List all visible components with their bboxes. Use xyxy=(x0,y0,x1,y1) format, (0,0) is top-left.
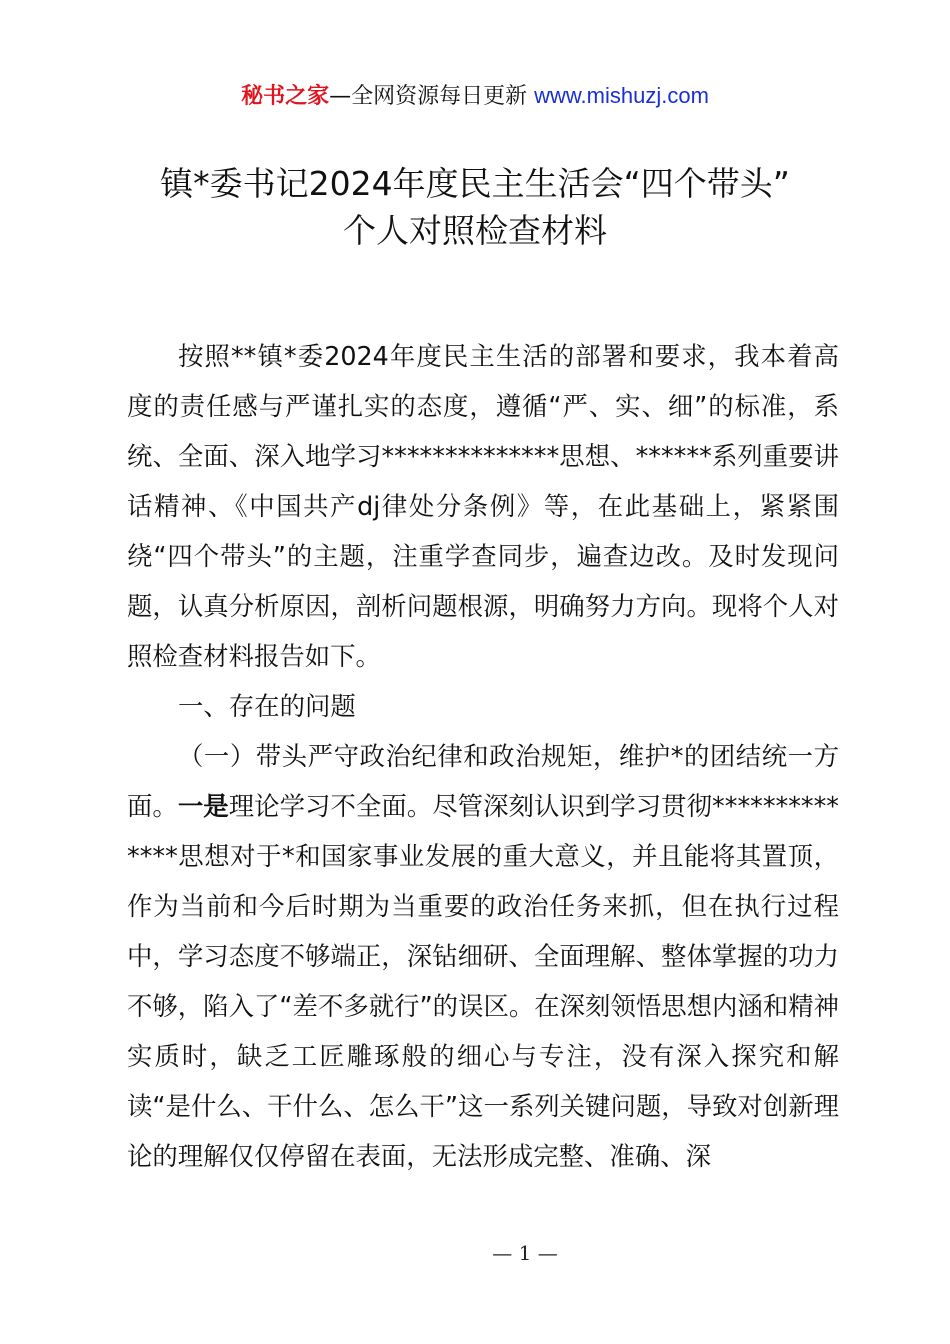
title-line-2: 个人对照检查材料 xyxy=(343,211,607,250)
issue-point-marker: 一是 xyxy=(177,791,229,821)
page-number: — 1 — xyxy=(492,1241,558,1265)
title-line-1: 镇*委书记2024年度民主生活会“四个带头” xyxy=(160,164,790,203)
issue-paragraph xyxy=(127,731,839,1181)
site-header xyxy=(0,80,950,113)
document-title xyxy=(0,160,950,254)
document-body xyxy=(127,331,839,1181)
section-heading: 一、存在的问题 xyxy=(178,691,356,721)
issue-lead: （一）带头严守政治纪律和政治规矩，维护*的团结统一方面。 xyxy=(127,741,839,821)
site-url-link[interactable]: www.mishuzj.com xyxy=(534,83,709,108)
issue-text: 理论学习不全面。尽管深刻认识到学习贯彻**************思想对于*和国家事业发展的重大意义，并且能将其置顶，作为当前和今后时期为当重要的政治任务来抓，但在执行过程中，学习态度不够端正，深钻细研、全面理解、整体掌握的功力不够，陷入了“差不多就行”的误区。在深刻领悟思想内涵和精神实质时，缺乏工匠雕琢般的细心与专注，没有深入探究和解读“是什么、干什么、怎么干”这一系列关键问题，导致对创新理论的理解仅仅停留在表面，无法形成完整、准确、深 xyxy=(127,791,840,1171)
site-slogan: —全网资源每日更新 xyxy=(329,84,535,109)
site-brand: 秘书之家 xyxy=(241,84,330,109)
intro-paragraph: 按照**镇*委2024年度民主生活的部署和要求，我本着高度的责任感与严谨扎实的态度，遵循“严、实、细”的标准，系统、全面、深入地学习**************思想、******系列重要讲话精神、《中国共产dj律处分条例》等，在此基础上，紧紧围绕“四个带头”的主题，注重学查同步，遍查边改。及时发现问题，认真分析原因，剖析问题根源，明确努力方向。现将个人对照检查材料报告如下。 xyxy=(127,341,839,671)
